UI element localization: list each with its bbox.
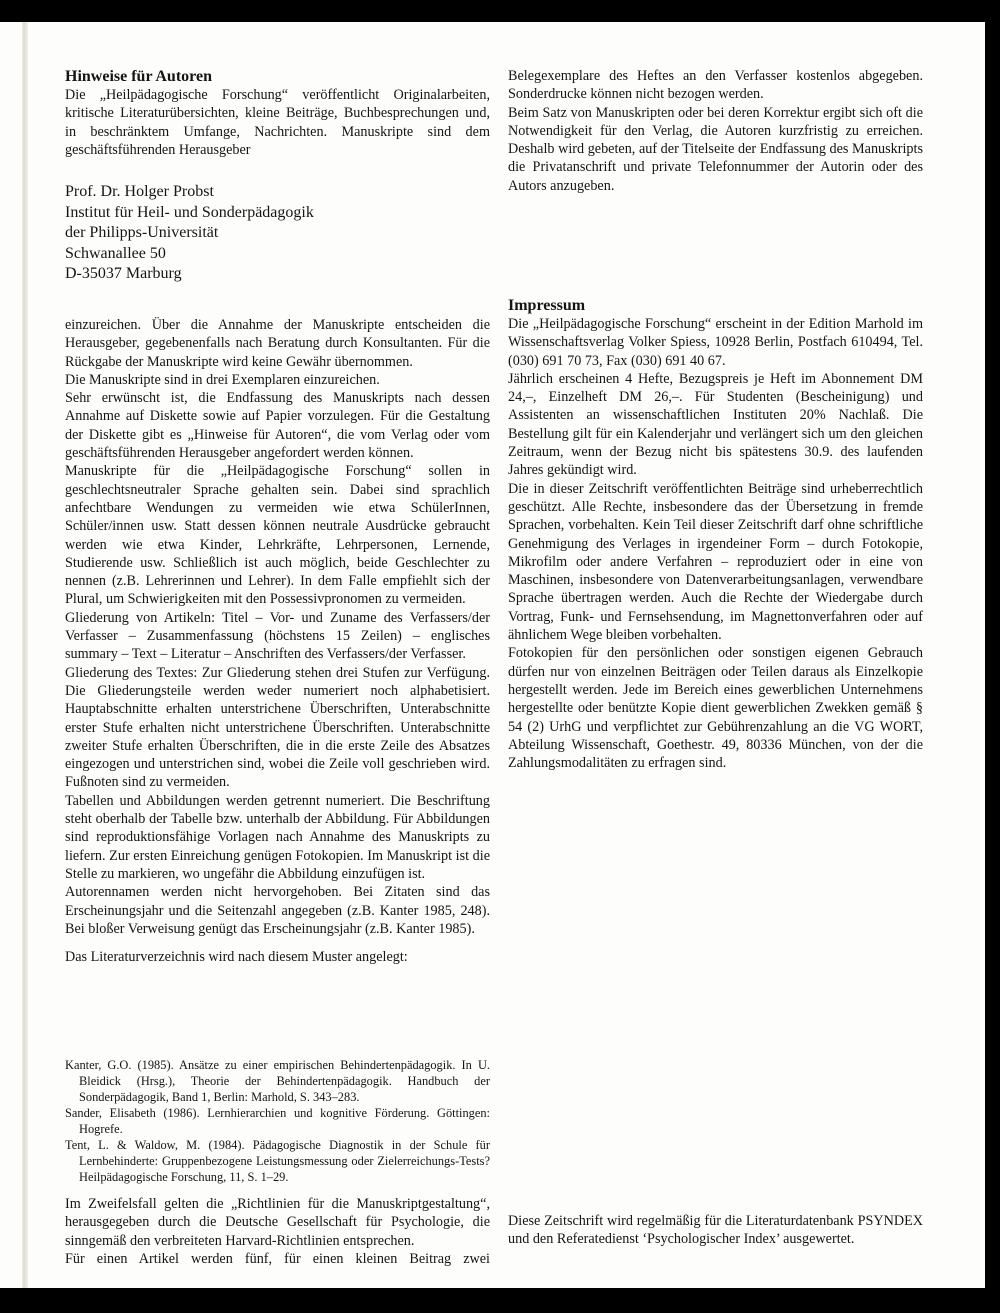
paragraph: Autorennamen werden nicht hervorgehoben. Bei Zitaten sind das Erscheinungsjahr und die Seitenzahl angegeben (z.B. Kanter 1985, 248). Bei bloßer Verweisung genügt das Erscheinungsjahr (z.B. Kanter 1985). <box>65 884 490 937</box>
address-city: D-35037 Marburg <box>65 265 182 283</box>
paragraph: Gliederung von Artikeln: Titel – Vor- und Zuname des Verfassers/der Verfasser – Zusammenfassung (höchstens 15 Zeilen) – englisches summary – Text – Literatur – Anschriften des Verfassers/der Verfasser. <box>65 609 490 663</box>
paragraph: Jährlich erscheinen 4 Hefte, Bezugspreis je Heft im Abonnement DM 24,–, Einzelheft DM 26,–. Für Studenten (Bescheinigung) und Assistenten an wissenschaftlichen Instituten 20% Nachlaß. Die Bestellung gilt für ein Kalenderjahr und verlängert sich um den gleichen Zeitraum, wenn der Bezug nicht bis spätestens 30.9. des laufenden Jahres gekündigt wird. <box>508 370 923 479</box>
authors-guidelines-intro <box>65 67 490 159</box>
intro-paragraph: Die „Heilpädagogische Forschung“ veröffentlicht Originalarbeiten, kritische Literaturübersichten, kleine Beiträge, Buchbesprechungen und, in beschränktem Umfange, Nachrichten. Manuskripte sind dem geschäftsführenden Herausgeber <box>65 87 490 158</box>
impressum-section <box>508 296 923 772</box>
paragraph: Für einen Artikel werden fünf, für einen kleinen Beitrag zwei <box>65 1250 490 1267</box>
paragraph: Beim Satz von Manuskripten oder bei deren Korrektur ergibt sich oft die Notwendigkeit für den Verlag, die Autoren kurzfristig zu erreichen. Deshalb wird gebeten, auf der Titelseite der Endfassung des Manuskripts die Privatanschrift und private Telefonnummer der Autorin oder des Autors anzugeben. <box>508 104 923 194</box>
reference-item: Sander, Elisabeth (1986). Lernhierarchien und kognitive Förderung. Göttingen: Hogrefe. <box>65 1106 490 1136</box>
address-name: Prof. Dr. Holger Probst <box>65 183 214 200</box>
section-heading-hinweise: Hinweise für Autoren <box>65 68 212 85</box>
binding-shadow <box>22 22 28 1288</box>
journal-page <box>0 22 985 1288</box>
guidelines-continuation <box>508 67 923 195</box>
paragraph: Die in dieser Zeitschrift veröffentlichten Beiträge sind urheberrechtlich geschützt. Alle Rechte, insbesondere das der Übersetzung in fremde Sprachen, vorbehalten. Kein Teil dieser Zeitschrift darf ohne schriftliche Genehmigung des Verlages in irgendeiner Form – durch Fotokopie, Mikrofilm oder andere Verfahren – reproduziert oder in eine von Maschinen, insbesondere von Datenverarbeitungsanlagen, verwendbare Sprache übertragen werden. Auch die Rechte der Wiedergabe durch Vortrag, Funk- und Fernsehsendung, im Magnettonverfahren oder auf ähnlichem Wege bleiben vorbehalten. <box>508 480 923 644</box>
editor-address <box>65 182 490 285</box>
address-institute: Institut für Heil- und Sonderpädagogik <box>65 203 314 221</box>
paragraph: Die Manuskripte sind in drei Exemplaren einzureichen. <box>65 371 380 388</box>
guidelines-body <box>65 316 490 966</box>
guidelines-closing <box>65 1195 490 1268</box>
reference-list <box>65 1057 490 1185</box>
reference-item: Tent, L. & Waldow, M. (1984). Pädagogische Diagnostik in der Schule für Lernbehinderte: Gruppenbezogene Leistungsmessung oder Zielerreichungs-Tests? Heilpädagogische Forschung, 11, S. 1–29. <box>65 1138 490 1184</box>
paragraph: Diese Zeitschrift wird regelmäßig für die Literaturdatenbank PSYNDEX und den Referatedienst ‘Psychologischer Index’ ausgewertet. <box>508 1213 923 1248</box>
paragraph: Im Zweifelsfall gelten die „Richtlinien für die Manuskriptgestaltung“, herausgegeben durch die Deutsche Gesellschaft für Psychologie, die sinngemäß den verbreiteten Harvard-Richtlinien entsprechen. <box>65 1196 490 1249</box>
paragraph: Tabellen und Abbildungen werden getrennt numeriert. Die Beschriftung steht oberhalb der Tabelle bzw. unterhalb der Abbildung. Für Abbildungen sind reproduktionsfähige Vorlagen nach Annahme des Manuskripts zu liefern. Zur ersten Einreichung genügen Fotokopien. Im Manuskript ist die Stelle zu markieren, wo ungefähr die Abbildung einzufügen ist. <box>65 792 490 882</box>
indexing-note <box>508 1212 923 1249</box>
section-heading-impressum: Impressum <box>508 297 586 314</box>
reference-item: Kanter, G.O. (1985). Ansätze zu einer empirischen Behindertenpädagogik. In U. Bleidick (Hrsg.), Theorie der Behindertenpädagogik. Handbuch der Sonderpädagogik, Band 1, Berlin: Marhold, S. 343–283. <box>65 1058 490 1104</box>
address-university: der Philipps-Universität <box>65 224 219 242</box>
address-street: Schwanallee 50 <box>65 244 166 262</box>
paragraph: Manuskripte für die „Heilpädagogische Forschung“ sollen in geschlechtsneutraler Sprache gehalten sein. Dabei sind sprachlich anfechtbare Wendungen zu vermeiden wie etwa SchülerInnen, Schüler/innen usw. Statt dessen können neutrale Ausdrücke gebraucht werden wie etwa Kinder, Lehrkräfte, Lehrpersonen, Lernende, Studierende usw. Schließlich ist auch möglich, beide Geschlechter zu nennen (z.B. Lehrerinnen und Lehrer). In dem Falle empfiehlt sich der Plural, um Schwierigkeiten mit den Possessivpronomen zu vermeiden. <box>65 463 490 608</box>
references-intro: Das Literaturverzeichnis wird nach diesem Muster angelegt: <box>65 949 408 966</box>
paragraph: Belegexemplare des Heftes an den Verfasser kostenlos abgegeben. Sonderdrucke können nicht bezogen werden. <box>508 68 923 103</box>
paragraph: Fotokopien für den persönlichen oder sonstigen eigenen Gebrauch dürfen nur von einzelnen Beiträgen oder Teilen daraus als Einzelkopie hergestellt werden. Jede im Bereich eines gewerblichen Unternehmens hergestellte oder benützte Kopie dient gewerblichen Zwekken gemäß § 54 (2) UrhG und verpflichtet zur Gebührenzahlung an die VG WORT, Abteilung Wissenschaft, Goethestr. 49, 80336 München, von der die Zahlungsmodalitäten zu erfragen sind. <box>508 645 923 772</box>
paragraph: Die „Heilpädagogische Forschung“ erscheint in der Edition Marhold im Wissenschaftsverlag Volker Spiess, 10928 Berlin, Postfach 610494, Tel. (030) 691 70 73, Fax (030) 691 40 67. <box>508 316 923 369</box>
paragraph: Gliederung des Textes: Zur Gliederung stehen drei Stufen zur Verfügung. Die Gliederungsteile werden weder numeriert noch alphabetisiert. Hauptabschnitte erhalten unterstrichene Überschriften, Unterabschnitte erster Stufe erhalten nicht unterstrichene Überschriften. Unterabschnitte zweiter Stufe erhalten Überschriften, die in die erste Zeile des Absatzes eingezogen und unterstrichen sind, wobei die Zeile voll geschrieben wird. Fußnoten sind zu vermeiden. <box>65 664 490 791</box>
paragraph: Sehr erwünscht ist, die Endfassung des Manuskripts nach dessen Annahme auf Diskette sowie auf Papier vorzulegen. Für die Gestaltung der Diskette gibt es „Hinweise für Autoren“, die vom Verlag oder vom geschäftsführenden Herausgeber angefordert werden können. <box>65 390 490 462</box>
paragraph: einzureichen. Über die Annahme der Manuskripte entscheiden die Herausgeber, gegebenenfalls nach Beratung durch Konsultanten. Für die Rückgabe der Manuskripte wird keine Gewähr übernommen. <box>65 317 490 370</box>
